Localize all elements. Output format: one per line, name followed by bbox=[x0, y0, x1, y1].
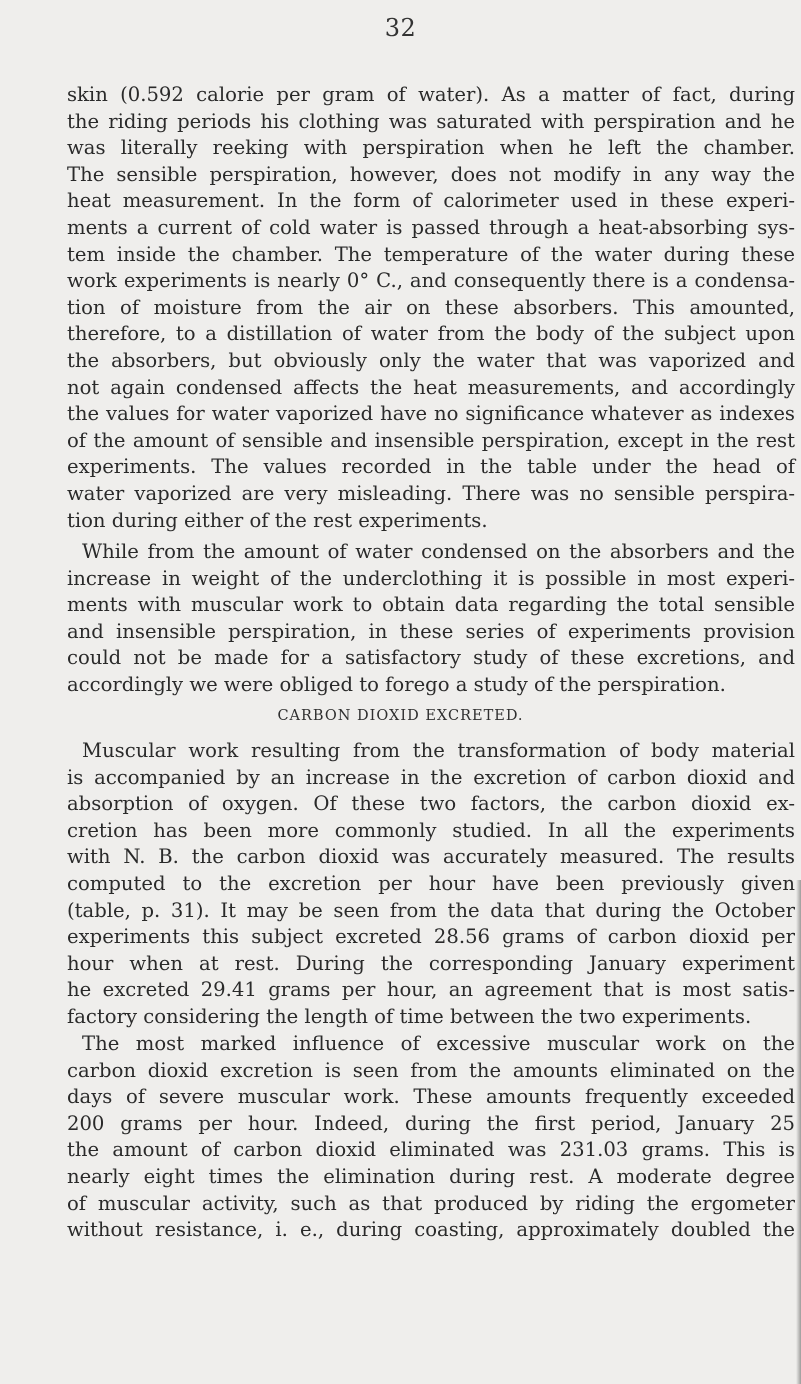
text-line: could not be made for a satisfactory study of these excretions, and bbox=[67, 646, 795, 670]
text-line: was literally reeking with perspiration when he left the chamber. bbox=[67, 136, 795, 160]
paragraph-carbon-dioxid bbox=[67, 738, 795, 1031]
text-line: of the amount of sensible and insensible perspiration, except in the rest bbox=[67, 428, 795, 452]
text-line: increase in weight of the underclothing it is possible in most experi- bbox=[67, 566, 795, 590]
text-line: 200 grams per hour. Indeed, during the first period, January 25 bbox=[67, 1111, 795, 1135]
text-line: tion during either of the rest experiments. bbox=[67, 508, 488, 532]
text-line: the values for water vaporized have no significance whatever as indexes bbox=[67, 402, 795, 426]
text-line: hour when at rest. During the corresponding January experiment bbox=[67, 951, 795, 975]
text-line: The most marked influence of excessive muscular work on the bbox=[82, 1032, 795, 1055]
text-line: The sensible perspiration, however, does not modify in any way the bbox=[67, 162, 795, 186]
text-line: work experiments is nearly 0° C., and consequently there is a condensa- bbox=[67, 269, 795, 293]
text-line: the absorbers, but obviously only the water that was vaporized and bbox=[67, 348, 795, 372]
paragraph-perspiration-study bbox=[67, 539, 795, 699]
text-line: water vaporized are very misleading. There was no sensible perspira- bbox=[67, 481, 795, 505]
text-line: carbon dioxid excretion is seen from the amounts eliminated on the bbox=[67, 1058, 795, 1082]
text-line: tem inside the chamber. The temperature of the water during these bbox=[67, 242, 795, 266]
text-line: computed to the excretion per hour have been previously given bbox=[67, 871, 795, 895]
text-line: is accompanied by an increase in the excretion of carbon dioxid and bbox=[67, 765, 795, 789]
text-line: (table, p. 31). It may be seen from the data that during the October bbox=[67, 898, 795, 922]
paragraph-muscular-work-influence bbox=[67, 1031, 795, 1244]
page-edge-shadow bbox=[796, 880, 801, 1384]
text-line: ments a current of cold water is passed through a heat-absorbing sys- bbox=[67, 215, 795, 239]
text-line: nearly eight times the elimination during rest. A moderate degree bbox=[67, 1164, 795, 1188]
text-line: therefore, to a distillation of water from the body of the subject upon bbox=[67, 322, 795, 346]
text-line: without resistance, i. e., during coasting, approximately doubled the bbox=[67, 1218, 795, 1242]
text-line: and insensible perspiration, in these series of experiments provision bbox=[67, 619, 795, 643]
text-line: days of severe muscular work. These amounts frequently exceeded bbox=[67, 1085, 795, 1109]
text-line: the riding periods his clothing was saturated with perspiration and he bbox=[67, 109, 795, 133]
text-line: ments with muscular work to obtain data regarding the total sensible bbox=[67, 593, 795, 617]
text-line: experiments. The values recorded in the table under the head of bbox=[67, 455, 795, 479]
text-line: experiments this subject excreted 28.56 grams of carbon dioxid per bbox=[67, 925, 795, 949]
text-line: heat measurement. In the form of calorimeter used in these experi- bbox=[67, 189, 795, 213]
text-line: While from the amount of water condensed on the absorbers and the bbox=[82, 540, 795, 563]
text-line: accordingly we were obliged to forego a study of the perspiration. bbox=[67, 672, 726, 696]
text-line: he excreted 29.41 grams per hour, an agreement that is most satis- bbox=[67, 978, 795, 1002]
text-line: Muscular work resulting from the transformation of body material bbox=[82, 739, 795, 762]
page-number: 32 bbox=[384, 14, 417, 42]
text-line: cretion has been more commonly studied. In all the experiments bbox=[67, 818, 795, 842]
text-line: factory considering the length of time between the two experiments. bbox=[67, 1004, 752, 1028]
text-line: absorption of oxygen. Of these two factors, the carbon dioxid ex- bbox=[67, 792, 795, 816]
text-line: of muscular activity, such as that produced by riding the ergometer bbox=[67, 1191, 795, 1215]
text-line: skin (0.592 calorie per gram of water). As a matter of fact, during bbox=[67, 83, 795, 106]
text-line: with N. B. the carbon dioxid was accurately measured. The results bbox=[67, 845, 795, 869]
text-line: the amount of carbon dioxid eliminated was 231.03 grams. This is bbox=[67, 1138, 795, 1162]
text-line: tion of moisture from the air on these absorbers. This amounted, bbox=[67, 295, 795, 319]
paragraph-perspiration bbox=[67, 82, 795, 534]
text-line: not again condensed affects the heat measurements, and accordingly bbox=[67, 375, 795, 399]
section-heading: CARBON DIOXID EXCRETED. bbox=[277, 708, 524, 724]
